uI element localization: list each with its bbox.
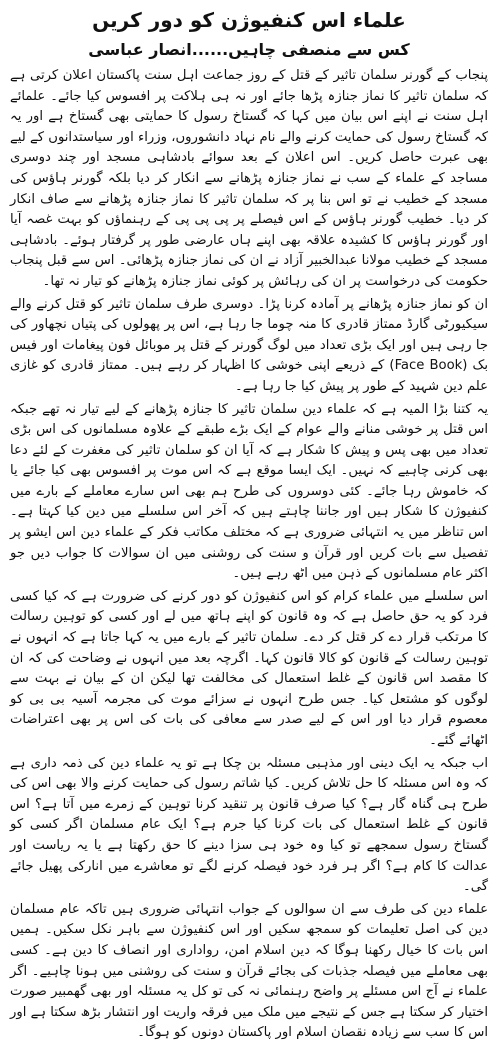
byline bbox=[10, 38, 488, 62]
paragraph: اب جبکہ یہ ایک دینی اور مذہبی مسئلہ بن چکا ہے تو یہ علماء دین کی ذمہ داری ہے کہ وہ اس مسئلہ کا حل تلاش کریں۔ کیا شاتم رسول کی حمایت کرنے والا بھی اس کی طرح ہی گناہ گار ہے؟ کیا صرف قانون پر تنقید کرنا توہین کے زمرے میں آتا ہے؟ اس قانون کے غلط استعمال کی بات کرنا کیا جرم ہے؟ ایک عام مسلمان اگر کسی کو گستاخ رسول سمجھے تو کیا وہ خود ہی سزا دینے کا حق رکھتا ہے یا یہ ریاست اور عدالت کا کام ہے؟ اگر ہر فرد خود فیصلہ کرنے لگے تو معاشرے میں انارکی پھیل جائے گی۔ bbox=[10, 755, 488, 895]
paragraph: یہ کتنا بڑا المیہ ہے کہ علماء دین سلمان تاثیر کا جنازہ پڑھانے کے لیے تیار نہ تھے جبکہ اس قتل پر خوشی منانے والے عوام کے ایک بڑے طبقے کے علاوہ مسلمانوں کی اس بڑی تعداد میں بھی پس و پیش کا شکار ہے کہ آیا ان کو سلمان تاثیر کی مغفرت کے لئے دعا بھی کرنی چاہیے کہ نہیں۔ ایک ایسا موقع ہے کہ اس موت پر افسوس بھی کیا جائے یا کہ خاموش رہا جائے۔ کئی دوسروں کی طرح ہم بھی اس سارے معاملے کے بارے میں کنفیوژن کا شکار ہیں اور جاننا چاہتے ہیں کہ آخر اس سلسلے میں دین کیا کہتا ہے۔ اس تناظر میں یہ انتہائی ضروری ہے کہ مختلف مکاتب فکر کے علماء دین اس ایشو پر تفصیل سے بات کریں اور قرآن و سنت کی روشنی میں ان سوالات کا جواب دیں جو اکثر عام مسلمانوں کے ذہن میں اٹھ رہے ہیں۔ bbox=[10, 401, 488, 582]
paragraph: علماء دین کی طرف سے ان سوالوں کے جواب انتہائی ضروری ہیں تاکہ عام مسلمان دین کی اصل تعلیمات کو سمجھ سکیں اور اس کنفیوژن سے باہر نکل سکیں۔ ہمیں اس بات کا خیال رکھنا ہوگا کہ دین اسلام امن، رواداری اور انصاف کا دین ہے۔ کسی بھی معاملے میں فیصلہ جذبات کی بجائے قرآن و سنت کی روشنی میں ہونا چاہیے۔ اگر علماء نے آج اس مسئلے پر واضح رہنمائی نہ کی تو کل یہ مسئلہ اور بھی گھمبیر صورت اختیار کر سکتا ہے جس کے نتیجے میں ملک میں فرقہ واریت اور انتشار بڑھ سکتا ہے اور اس کا سب سے زیادہ نقصان اسلام اور پاکستان دونوں کو ہوگا۔ bbox=[10, 901, 488, 1041]
paragraph: ان کو نماز جنازہ پڑھانے پر آمادہ کرنا پڑا۔ دوسری طرف سلمان تاثیر کو قتل کرنے والے سیکیورٹی گارڈ ممتاز قادری کا منہ چوما جا رہا ہے، اس پر پھولوں کی پتیاں نچھاور کی جا رہی ہیں اور ایک بڑی تعداد میں لوگ گورنر کے قتل پر موبائل فون پیغامات اور فیس بک (Face Book) کے ذریعے اپنی خوشی کا اظہار کر رہے ہیں۔ ممتاز قادری کو غازی علم دین شہید کے طور پر پیش کیا جا رہا ہے۔ bbox=[10, 296, 488, 394]
article-body bbox=[10, 66, 488, 1044]
author-name: انصار عباسی bbox=[88, 40, 192, 59]
byline-separator: ...... bbox=[191, 40, 229, 59]
subtitle: کس سے منصفی چاہیں bbox=[228, 40, 410, 59]
paragraph: پنجاب کے گورنر سلمان تاثیر کے قتل کے روز جماعت اہل سنت پاکستان اعلان کرتی ہے کہ سلمان تاثیر کا نماز جنازہ پڑھا جائے اور نہ ہی ہلاکت پر افسوس کیا جائے۔ علمائے اہل سنت نے اپنے اس بیان میں کہا کہ گستاخ رسول کا حمایتی بھی گستاخ ہے اور یہ کہ گستاخ رسول کی حمایت کرنے والے نام نہاد دانشوروں، وزراء اور سیاستدانوں کے لیے بھی عبرت حاصل کریں۔ اس اعلان کے بعد سوائے بادشاہی مسجد اور چند دوسری مساجد کے علماء کے سب نے نماز جنازہ پڑھانے سے انکار کر دیا بلکہ گورنر ہاؤس کی مسجد کے خطیب نے تو اس بنا پر کہ سلمان تاثیر کا نماز جنازہ پڑھانے سے صاف انکار کر دیا۔ خطیب گورنر ہاؤس کے اس فیصلے پر پی پی پی کے رہنماؤں کو بہت غصہ آیا اور گورنر ہاؤس کا کشیدہ علاقہ بھی اپنے ہاں عارضی طور پر گرفتار ہوئے۔ بادشاہی مسجد کے خطیب مولانا عبدالخبیر آزاد نے ان کی نماز جنازہ پڑھائی۔ اس سے قبل پنجاب حکومت کی درخواست پر ان کی رہائش پر کوئی نماز جنازہ پڑھانے کو تیار نہ تھا۔ bbox=[10, 68, 488, 289]
headline: علماء اس کنفیوژن کو دور کریں bbox=[92, 8, 406, 32]
paragraph: اس سلسلے میں علماء کرام کو اس کنفیوژن کو دور کرنے کی ضرورت ہے کہ کیا کسی فرد کو یہ حق حاصل ہے کہ وہ قانون کو اپنے ہاتھ میں لے اور کسی کو توہین رسالت کا مرتکب قرار دے کر قتل کر دے۔ سلمان تاثیر کے بارے میں یہ کہا جاتا ہے کہ انہوں نے توہین رسالت کے قانون کو کالا قانون کہا۔ اگرچہ بعد میں انہوں نے وضاحت کی کہ ان کا مقصد اس قانون کے غلط استعمال کی مخالفت تھا لیکن ان کے بیان نے بہت سے لوگوں کو مشتعل کیا۔ جس طرح انہوں نے سزائے موت کی مجرمہ آسیہ بی بی کو معصوم قرار دیا اور اس کے لیے صدر سے معافی کی بات کی اس پر بھی اعتراضات اٹھائے گئے۔ bbox=[10, 588, 488, 748]
